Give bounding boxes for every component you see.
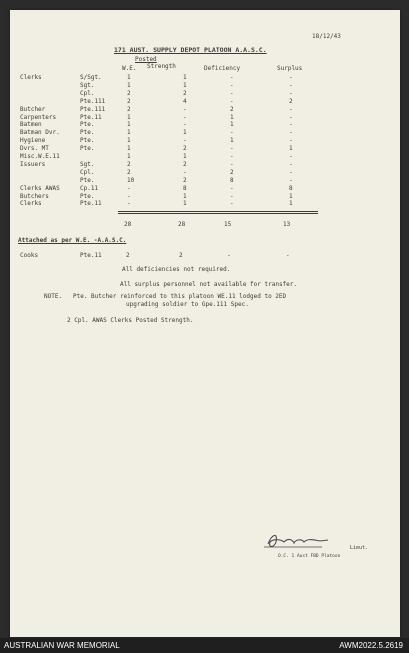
row-9-we: 1 <box>127 145 131 153</box>
attached-heading: Attached as per W.E. -A.A.S.C. <box>18 237 127 244</box>
row-6-def: 1 <box>230 121 234 129</box>
row-7-rank: Pte. <box>80 129 95 137</box>
row-13-def: 8 <box>230 176 234 184</box>
note-line-1: Pte. Butcher reinforced to this platoon WE.11 lodged to 2ED <box>73 293 287 300</box>
row-7-we: 1 <box>127 129 131 137</box>
total-strength: 28 <box>178 221 186 228</box>
col-surplus: Surplus <box>277 65 303 72</box>
row-13-sur: - <box>289 176 293 184</box>
row-0-trade: Clerks <box>20 74 42 81</box>
row-2-strength: 2 <box>183 89 187 97</box>
row-10-sur: - <box>289 153 293 160</box>
row-13-rank: Pte. <box>80 176 95 184</box>
row-2-def: - <box>230 89 234 97</box>
row-14-def: - <box>230 184 234 192</box>
row-3-sur: 2 <box>289 97 293 105</box>
row-3-rank: Pte.111 <box>80 97 106 105</box>
attached-we: 2 <box>126 252 130 259</box>
row-14-sur: 8 <box>289 184 293 192</box>
row-9-sur: 1 <box>289 145 293 153</box>
row-9-def: - <box>230 145 234 153</box>
row-12-def: 2 <box>230 168 234 176</box>
row-11-sur: - <box>289 160 293 168</box>
totals-rule-top <box>118 211 318 212</box>
row-15-strength: 1 <box>183 192 187 200</box>
row-5-we: 1 <box>127 113 131 121</box>
row-5-strength: - <box>183 113 187 121</box>
note-awas: 2 Cpl. AWAS Clerks Posted Strength. <box>67 317 194 324</box>
footer-source: AUSTRALIAN WAR MEMORIAL <box>4 641 120 650</box>
row-14-we: - <box>127 184 131 192</box>
row-10-trade: Misc.W.E.11 <box>20 153 60 160</box>
row-0-we: 1 <box>127 74 131 81</box>
row-15-we: - <box>127 192 131 200</box>
row-3-we: 2 <box>127 97 131 105</box>
row-2-sur: - <box>289 89 293 97</box>
row-6-trade: Batmen <box>20 121 42 129</box>
row-12-rank: Cpl. <box>80 168 95 176</box>
row-4-rank: Pte.111 <box>80 105 106 113</box>
row-9-trade: Dvrs. MT <box>20 145 49 153</box>
row-3-def: - <box>230 97 234 105</box>
row-13-we: 10 <box>127 176 135 184</box>
row-5-trade: Carpenters <box>20 113 57 121</box>
row-12-we: 2 <box>127 168 131 176</box>
attached-deficiency: - <box>227 252 231 259</box>
row-11-def: - <box>230 160 234 168</box>
row-11-strength: 2 <box>183 160 187 168</box>
row-16-rank: Pte.11 <box>80 200 102 208</box>
row-11-rank: Sgt. <box>80 160 95 168</box>
row-16-trade: Clerks <box>20 200 42 208</box>
row-0-def: - <box>230 74 234 81</box>
col-posted: Posted <box>135 56 157 63</box>
note-label: NOTE. <box>44 293 63 300</box>
note-line-2: upgrading soldier to Gpe.111 Spec. <box>126 301 249 308</box>
row-3-strength: 4 <box>183 97 187 105</box>
attached-surplus: - <box>286 252 290 259</box>
row-15-trade: Butchers <box>20 192 49 200</box>
row-5-sur: - <box>289 113 293 121</box>
note-deficiencies: All deficiencies not required. <box>122 266 231 273</box>
row-2-we: 2 <box>127 89 131 97</box>
row-6-sur: - <box>289 121 293 129</box>
row-14-trade: Clerks AWAS <box>20 184 60 192</box>
attached-trade: Cooks <box>20 252 39 259</box>
row-8-def: 1 <box>230 137 234 145</box>
footer-catalog-id: AWM2022.5.2619 <box>339 641 403 650</box>
total-surplus: 13 <box>283 221 291 228</box>
row-8-rank: Pte. <box>80 137 95 145</box>
row-14-rank: Cp.11 <box>80 184 99 192</box>
row-16-we: - <box>127 200 131 208</box>
row-8-strength: - <box>183 137 187 145</box>
row-8-we: 1 <box>127 137 131 145</box>
col-deficiency: Deficiency <box>204 65 241 72</box>
row-6-strength: - <box>183 121 187 129</box>
document-page <box>10 10 400 637</box>
signature-unit: O.C. 1 Aust FBD Platoon <box>278 554 341 559</box>
row-1-we: 1 <box>127 81 131 89</box>
row-12-sur: - <box>289 168 293 176</box>
row-9-rank: Pte. <box>80 145 95 153</box>
row-11-trade: Issuers <box>20 160 46 168</box>
row-5-rank: Pte.11 <box>80 113 102 121</box>
row-6-rank: Pte. <box>80 121 95 129</box>
totals-rule-bottom <box>118 213 318 214</box>
document-title: 171 AUST. SUPPLY DEPOT PLATOON A.A.S.C. <box>114 46 267 54</box>
row-16-strength: 1 <box>183 200 187 208</box>
row-12-strength: - <box>183 168 187 176</box>
attached-strength: 2 <box>179 252 183 259</box>
row-4-we: 2 <box>127 105 131 113</box>
handwritten-signature <box>262 530 332 552</box>
row-0-strength: 1 <box>183 74 187 81</box>
row-10-def: - <box>230 153 234 160</box>
archive-footer <box>0 638 409 653</box>
row-2-rank: Cpl. <box>80 89 95 97</box>
row-7-trade: Batman Dvr. <box>20 129 60 137</box>
document-date: 18/12/43 <box>312 33 341 40</box>
row-1-strength: 1 <box>183 81 187 89</box>
attached-rank: Pte.11 <box>80 252 102 259</box>
row-0-sur: - <box>289 74 293 81</box>
col-we: W.E. <box>122 65 137 72</box>
row-7-def: - <box>230 129 234 137</box>
row-1-sur: - <box>289 81 293 89</box>
row-15-def: - <box>230 192 234 200</box>
row-4-sur: - <box>289 105 293 113</box>
row-14-strength: 8 <box>183 184 187 192</box>
row-16-def: - <box>230 200 234 208</box>
row-7-sur: - <box>289 129 293 137</box>
row-6-we: 1 <box>127 121 131 129</box>
row-5-def: 1 <box>230 113 234 121</box>
row-1-rank: Sgt. <box>80 81 95 89</box>
row-16-sur: 1 <box>289 200 293 208</box>
total-deficiency: 15 <box>224 221 232 228</box>
row-9-strength: 2 <box>183 145 187 153</box>
row-0-rank: S/Sgt. <box>80 74 102 81</box>
col-strength: Strength <box>147 63 176 70</box>
row-8-trade: Hygiene <box>20 137 46 145</box>
signature-rank: Lieut. <box>350 545 369 551</box>
row-4-strength: - <box>183 105 187 113</box>
row-10-strength: 1 <box>183 153 187 160</box>
total-we: 28 <box>124 221 132 228</box>
row-11-we: 2 <box>127 160 131 168</box>
row-10-we: 1 <box>127 153 131 160</box>
note-surplus: All surplus personnel not available for transfer. <box>120 281 298 288</box>
row-8-sur: - <box>289 137 293 145</box>
row-13-strength: 2 <box>183 176 187 184</box>
row-15-sur: 1 <box>289 192 293 200</box>
row-7-strength: 1 <box>183 129 187 137</box>
row-15-rank: Pte. <box>80 192 95 200</box>
row-4-def: 2 <box>230 105 234 113</box>
row-4-trade: Butcher <box>20 105 46 113</box>
row-1-def: - <box>230 81 234 89</box>
